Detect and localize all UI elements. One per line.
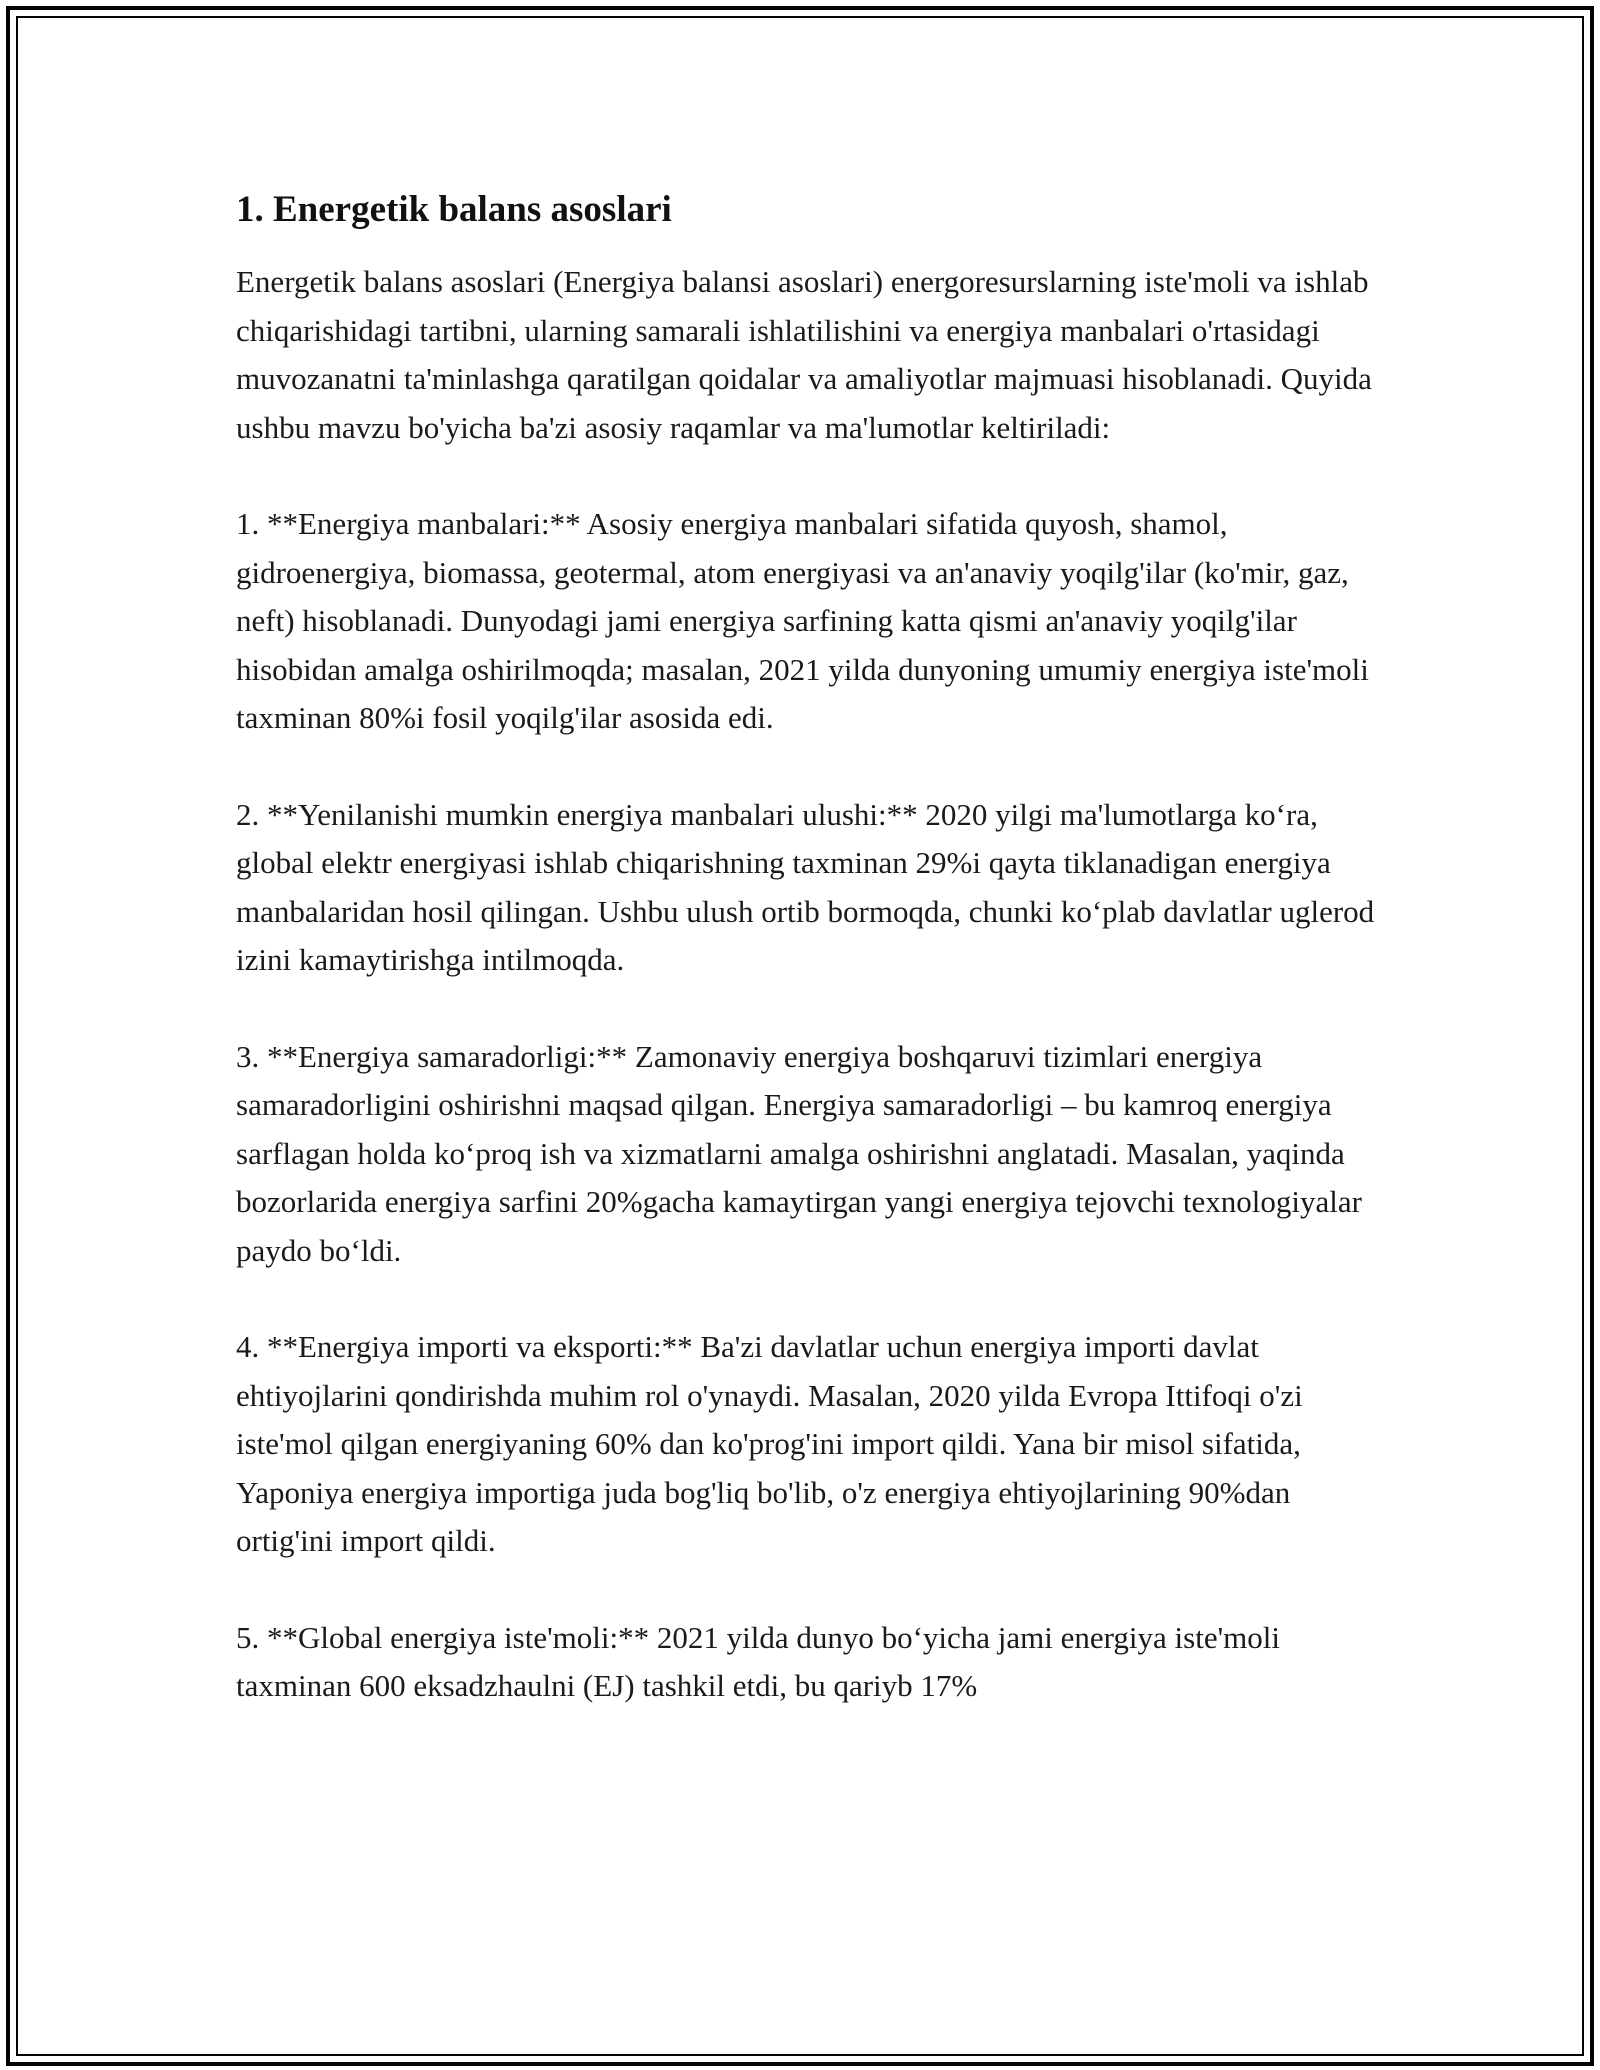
list-item-renewable-share: 2. **Yenilanishi mumkin energiya manbalari ulushi:** 2020 yilgi ma'lumotlarga ko‘ra, global elektr energiyasi ishlab chiqarishning taxminan 29%i qayta tiklanadigan energiya manbalaridan hosil qilingan. Ushbu ulush ortib bormoqda, chunki ko‘plab davlatlar uglerod izini kamaytirishga intilmoqda. bbox=[236, 796, 1375, 977]
document-body bbox=[236, 186, 1386, 1759]
list-item-global-consumption: 5. **Global energiya iste'moli:** 2021 yilda dunyo bo‘yicha jami energiya iste'moli taxminan 600 eksadzhaulni (EJ) tashkil etdi, bu qariyb 17% bbox=[236, 1619, 1281, 1703]
list-item-import-export: 4. **Energiya importi va eksporti:** Ba'zi davlatlar uchun energiya importi davlat ehtiyojlarini qondirishda muhim rol o'ynaydi. Masalan, 2020 yilda Evropa Ittifoqi o'zi iste'mol qilgan energiyaning 60% dan ko'prog'ini import qildi. Yana bir misol sifatida, Yaponiya energiya importiga juda bog'liq bo'lib, o'z energiya ehtiyojlarining 90%dan ortig'ini import qildi. bbox=[236, 1329, 1303, 1558]
intro-paragraph: Energetik balans asoslari (Energiya balansi asoslari) energoresurslarning iste'moli va ishlab chiqarishidagi tartibni, ularning samarali ishlatilishini va energiya manbalari o'rtasidagi muvozanatni ta'minlashga qaratilgan qoidalar va amaliyotlar majmuasi hisoblanadi. Quyida ushbu mavzu bo'yicha ba'zi asosiy raqamlar va ma'lumotlar keltiriladi: bbox=[236, 264, 1372, 445]
list-item-energy-efficiency: 3. **Energiya samaradorligi:** Zamonaviy energiya boshqaruvi tizimlari energiya samaradorligini oshirishni maqsad qilgan. Energiya samaradorligi – bu kamroq energiya sarflagan holda ko‘proq ish va xizmatlarni amalga oshirishni anglatadi. Masalan, yaqinda bozorlarida energiya sarfini 20%gacha kamaytirgan yangi energiya tejovchi texnologiyalar paydo bo‘ldi. bbox=[236, 1038, 1362, 1268]
list-item-energy-sources: 1. **Energiya manbalari:** Asosiy energiya manbalari sifatida quyosh, shamol, gidroenergiya, biomassa, geotermal, atom energiyasi va an'anaviy yoqilg'ilar (ko'mir, gaz, neft) hisoblanadi. Dunyodagi jami energiya sarfining katta qismi an'anaviy yoqilg'ilar hisobidan amalga oshirilmoqda; masalan, 2021 yilda dunyoning umumiy energiya iste'moli taxminan 80%i fosil yoqilg'ilar asosida edi. bbox=[236, 506, 1369, 735]
section-heading: 1. Energetik balans asoslari bbox=[236, 189, 672, 230]
